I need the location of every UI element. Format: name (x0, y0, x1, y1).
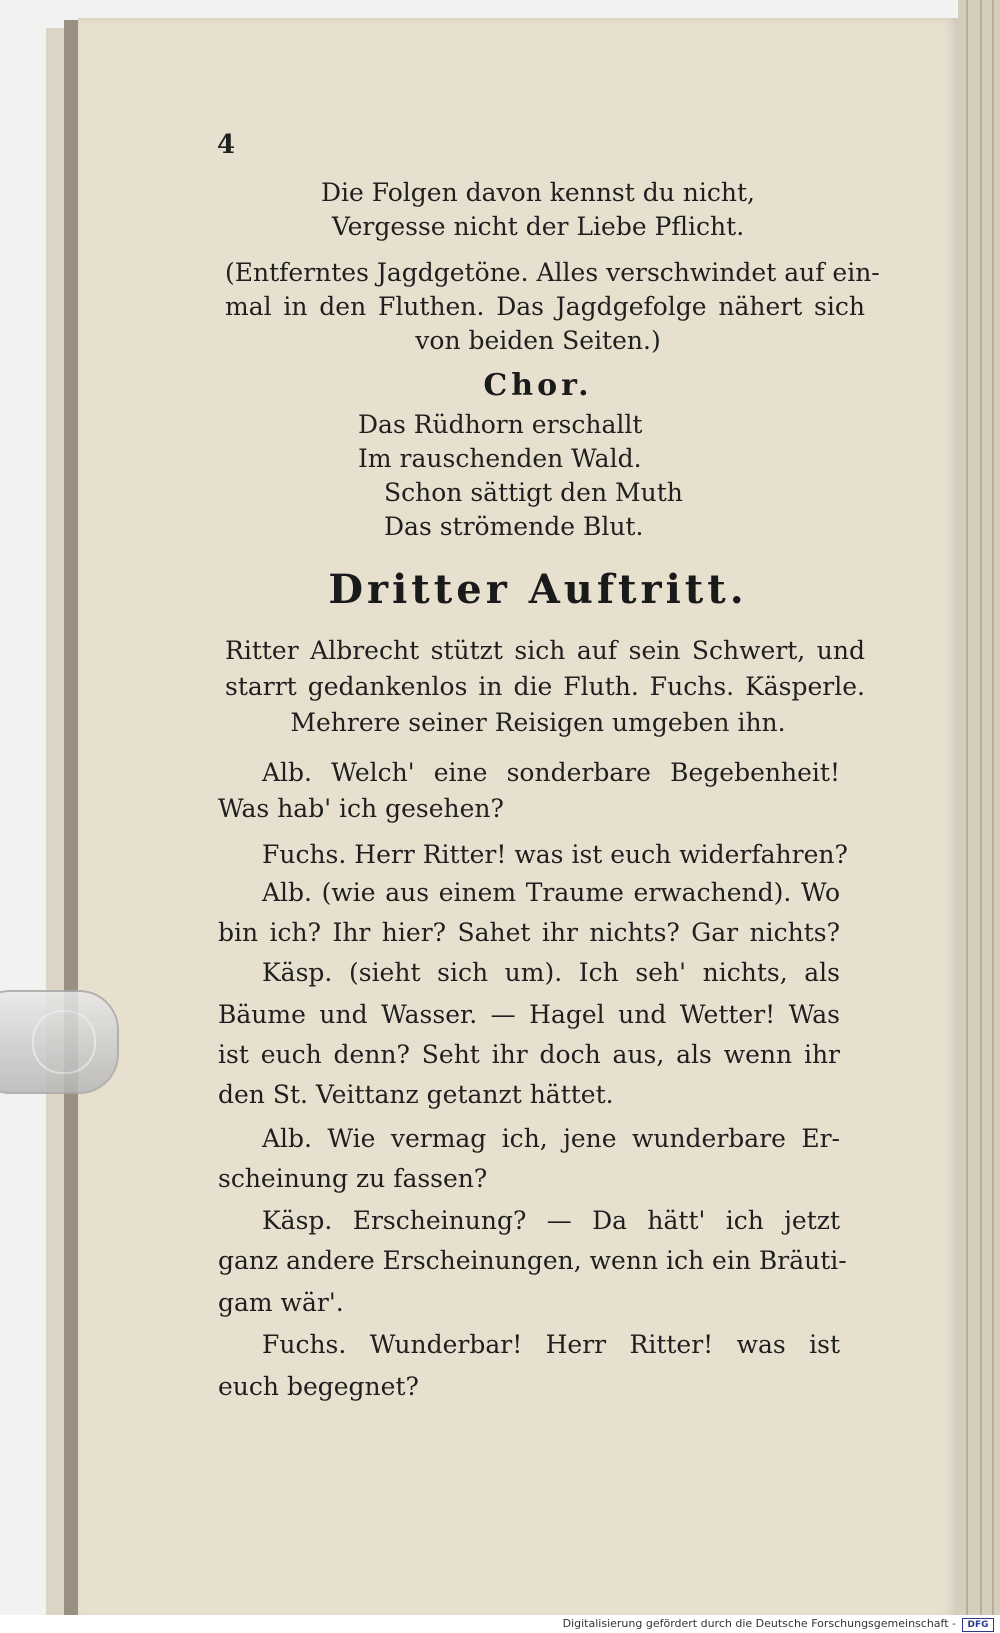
dialogue-line: Was hab' ich gesehen? (218, 794, 504, 823)
dialogue-line: den St. Veittanz getanzt hättet. (218, 1080, 614, 1109)
dialogue-line: ganz andere Erscheinungen, wenn ich ein Bräuti- (218, 1246, 847, 1275)
footer-credit: Digitalisierung gefördert durch die Deutsche Forschungsgemeinschaft - (562, 1617, 956, 1630)
stage-direction-line: mal in den Fluthen. Das Jagdgefolge nähert sich (225, 292, 865, 321)
dialogue-line: gam wär'. (218, 1288, 344, 1317)
scene-direction-line: Mehrere seiner Reisigen umgeben ihn. (290, 708, 786, 737)
dialogue-line: scheinung zu fassen? (218, 1164, 488, 1193)
dialogue-line: Fuchs. Herr Ritter! was ist euch widerfahren? (262, 840, 848, 869)
page-number: 4 (217, 130, 236, 160)
chor-verse-line: Das Rüdhorn erschallt (358, 410, 643, 439)
verse-line: Die Folgen davon kennst du nicht, (321, 178, 755, 207)
chor-verse-line: Im rauschenden Wald. (358, 444, 642, 473)
dialogue-line: Bäume und Wasser. — Hagel und Wetter! Was (218, 1000, 840, 1029)
dialogue-line: ist euch denn? Seht ihr doch aus, als wenn ihr (218, 1040, 840, 1069)
dfg-logo-icon: DFG (962, 1618, 994, 1632)
scene-direction-line: Ritter Albrecht stützt sich auf sein Schwert, und (225, 636, 865, 665)
chor-verse-line: Das strömende Blut. (384, 512, 644, 541)
dialogue-line: Käsp. (sieht sich um). Ich seh' nichts, als (262, 958, 840, 987)
chor-label: Chor. (483, 368, 593, 403)
dialogue-line: Fuchs. Wunderbar! Herr Ritter! was ist (262, 1330, 840, 1359)
scene-title: Dritter Auftritt. (328, 566, 748, 613)
dialogue-line: Käsp. Erscheinung? — Da hätt' ich jetzt (262, 1206, 840, 1235)
dialogue-line: bin ich? Ihr hier? Sahet ihr nichts? Gar nichts? (218, 918, 840, 947)
stage-direction-line: (Entferntes Jagdgetöne. Alles verschwindet auf ein- (225, 258, 880, 287)
right-page-stack (958, 0, 1000, 1633)
dialogue-line: Alb. Wie vermag ich, jene wunderbare Er- (262, 1124, 840, 1153)
verse-line: Vergesse nicht der Liebe Pflicht. (331, 212, 745, 241)
scene-direction-line: starrt gedankenlos in die Fluth. Fuchs. Käsperle. (225, 672, 865, 701)
stage-direction-line: von beiden Seiten.) (415, 326, 661, 355)
dialogue-line: Alb. (wie aus einem Traume erwachend). Wo (262, 878, 840, 907)
page-clip (0, 990, 119, 1094)
dialogue-line: Alb. Welch' eine sonderbare Begebenheit! (262, 758, 840, 787)
book-spine (64, 20, 78, 1620)
dialogue-line: euch begegnet? (218, 1372, 419, 1401)
back-page-edge (46, 28, 66, 1618)
chor-verse-line: Schon sättigt den Muth (384, 478, 683, 507)
